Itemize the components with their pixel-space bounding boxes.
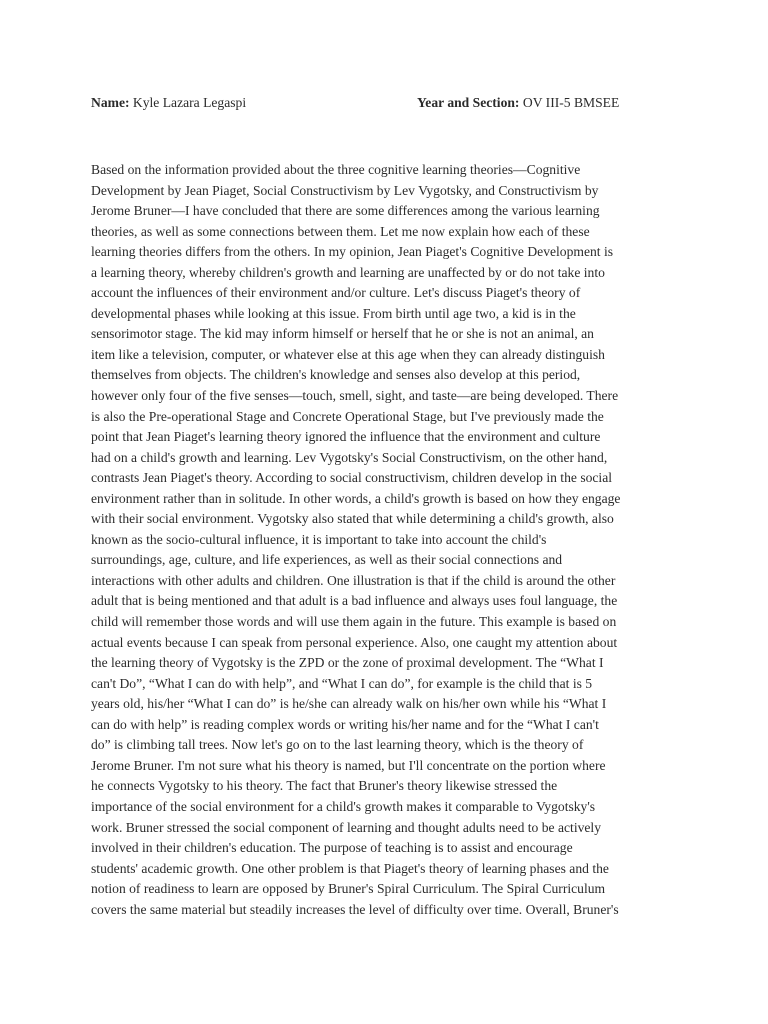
essay-line: Jerome Bruner. I'm not sure what his theory is named, but I'll concentrate on the portion where: [91, 757, 606, 773]
essay-line: students' academic growth. One other problem is that Piaget's theory of learning phases and the: [91, 860, 609, 876]
essay-line: is also the Pre-operational Stage and Concrete Operational Stage, but I've previously made the: [91, 408, 604, 424]
essay-line: can't Do”, “What I can do with help”, and “What I can do”, for example is the child that is 5: [91, 675, 593, 691]
name-field: [91, 93, 246, 113]
essay-line: however only four of the five senses—touch, smell, sight, and taste—are being developed. There: [91, 388, 619, 404]
essay-line: interactions with other adults and children. One illustration is that if the child is around the other: [91, 572, 616, 588]
essay-line: the learning theory of Vygotsky is the ZPD or the zone of proximal development. The “What I: [91, 655, 604, 671]
essay-line: do” is climbing tall trees. Now let's go on to the last learning theory, which is the theory of: [91, 737, 584, 753]
essay-line: years old, his/her “What I can do” is he/she can already walk on his/her own while his “What I: [91, 696, 607, 712]
year-section-label: Year and Section:: [417, 95, 520, 110]
name-value: Kyle Lazara Legaspi: [132, 95, 247, 110]
essay-line: developmental phases while looking at this issue. From birth until age two, a kid is in the: [91, 305, 576, 321]
essay-line: covers the same material but steadily increases the level of difficulty over time. Overall, Bruner's: [91, 901, 619, 917]
essay-line: a learning theory, whereby children's growth and learning are unaffected by or do not take into: [91, 264, 605, 280]
essay-line: work. Bruner stressed the social component of learning and thought adults need to be actively: [91, 819, 602, 835]
essay-line: themselves from objects. The children's knowledge and senses also develop at this period,: [91, 367, 581, 383]
essay-line: had on a child's growth and learning. Lev Vygotsky's Social Constructivism, on the other hand,: [91, 449, 608, 465]
essay-line: involved in their children's education. The purpose of teaching is to assist and encourage: [91, 840, 573, 856]
essay-line: Development by Jean Piaget, Social Constructivism by Lev Vygotsky, and Constructivism by: [91, 182, 599, 198]
essay-line: child will remember those words and will use them again in the future. This example is based on: [91, 614, 617, 630]
essay-line: surroundings, age, culture, and life experiences, as well as their social connections and: [91, 552, 563, 568]
essay-line: Based on the information provided about the three cognitive learning theories—Cognitive: [91, 162, 581, 177]
essay-line: notion of readiness to learn are opposed by Bruner's Spiral Curriculum. The Spiral Curriculum: [91, 881, 606, 897]
essay-line: account the influences of their environment and/or culture. Let's discuss Piaget's theory of: [91, 285, 581, 301]
essay-line: with their social environment. Vygotsky also stated that while determining a child's growth, also: [91, 511, 614, 527]
essay-line: environment rather than in solitude. In other words, a child's growth is based on how they engage: [91, 490, 621, 506]
essay-line: can do with help” is reading complex words or writing his/her name and for the “What I can't: [91, 716, 599, 732]
year-section-field: [417, 93, 619, 113]
essay-line: learning theories differs from the others. In my opinion, Jean Piaget's Cognitive Development is: [91, 244, 614, 260]
year-section-value: OV III-5 BMSEE: [522, 95, 620, 110]
essay-line: importance of the social environment for a child's growth makes it comparable to Vygotsky's: [91, 798, 596, 814]
essay-line: adult that is being mentioned and that adult is a bad influence and always uses foul language, the: [91, 593, 618, 609]
essay-line: actual events because I can speak from personal experience. Also, one caught my attention about: [91, 634, 618, 650]
document-header: [91, 93, 711, 113]
essay-line: he connects Vygotsky to his theory. The fact that Bruner's theory likewise stressed the: [91, 778, 558, 794]
essay-line: Jerome Bruner—I have concluded that there are some differences among the various learning: [91, 203, 600, 219]
essay-line: item like a television, computer, or whatever else at this age when they can already distinguish: [91, 346, 605, 362]
essay-line: theories, as well as some connections between them. Let me now explain how each of these: [91, 223, 590, 239]
essay-paragraph: [91, 160, 711, 920]
essay-line: known as the socio-cultural influence, it is important to take into account the child's: [91, 531, 547, 547]
essay-line: contrasts Jean Piaget's theory. According to social constructivism, children develop in the social: [91, 470, 613, 486]
essay-line: point that Jean Piaget's learning theory ignored the influence that the environment and culture: [91, 429, 601, 445]
essay-line: sensorimotor stage. The kid may inform himself or herself that he or she is not an animal, an: [91, 326, 594, 342]
name-label: Name:: [91, 95, 130, 110]
